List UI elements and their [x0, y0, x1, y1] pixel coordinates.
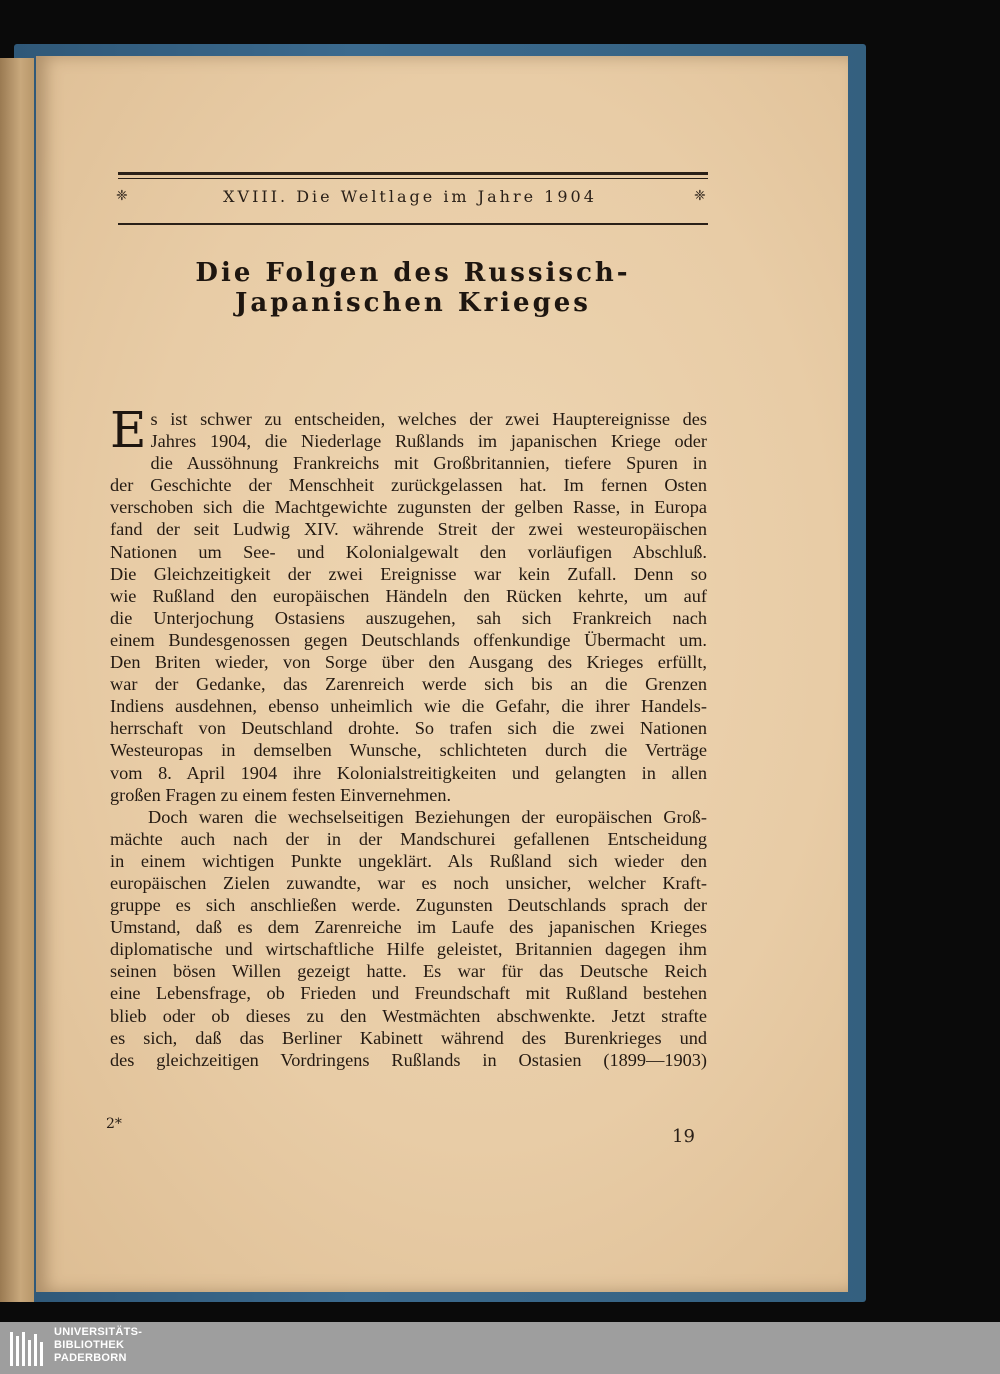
library-logo-icon [8, 1328, 48, 1368]
text-line: Indiens ausdehnen, ebenso unheimlich wie die Gefahr, die ihrer Handels- [110, 696, 707, 717]
text-line: fand der seit Ludwig XIV. währende Streit der zwei westeuropäischen [110, 519, 707, 540]
text-line: großen Fragen zu einem festen Einvernehmen. [110, 784, 452, 805]
text-line: war der Gedanke, das Zarenreich werde sich bis an die Grenzen [110, 674, 707, 695]
text-line: der Geschichte der Menschheit zurückgelassen hat. Im fernen Osten [110, 475, 707, 496]
text-line: eine Lebensfrage, ob Frieden und Freundschaft mit Rußland bestehen [110, 983, 707, 1004]
text-line: des gleichzeitigen Vordringens Rußlands in Ostasien (1899—1903) [110, 1049, 707, 1070]
body-text [110, 401, 707, 1071]
library-name-line2: BIBLIOTHEK [54, 1339, 125, 1351]
text-line: blieb oder ob dieses zu den Westmächten abschwenkte. Jetzt strafte [110, 1005, 707, 1026]
ornament-left-icon: ❈ [116, 188, 128, 204]
text-line: verschoben sich die Machtgewichte zugunsten der gelben Rasse, in Europa [110, 497, 707, 518]
text-line: mächte auch nach der in der Mandschurei gefallenen Entscheidung [110, 828, 707, 849]
text-line: die Unterjochung Ostasiens auszugehen, sah sich Frankreich nach [110, 607, 707, 628]
text-line: diplomatische und wirtschaftliche Hilfe geleistet, Britannien dagegen ihm [110, 939, 707, 960]
library-footer [0, 1322, 1000, 1374]
library-name-line1: UNIVERSITÄTS- [54, 1326, 143, 1338]
drop-cap: E [110, 401, 147, 459]
text-line: Nationen um See- und Kolonialgewalt den vorläufigen Abschluß. [110, 541, 707, 562]
text-line: wie Rußland den europäischen Händeln den Rücken kehrte, um auf [110, 585, 707, 606]
header-rule-top-thin [118, 178, 708, 179]
chapter-title: Die Folgen des Russisch-Japanischen Krieges [195, 258, 631, 318]
header-rule-bottom [118, 223, 708, 225]
text-line: Doch waren die wechselseitigen Beziehungen der europäischen Groß- [148, 806, 707, 827]
text-line: Den Briten wieder, von Sorge über den Ausgang des Krieges erfüllt, [110, 652, 707, 673]
ornament-right-icon: ❈ [694, 188, 706, 204]
text-line: die Aussöhnung Frankreichs mit Großbritannien, tiefere Spuren in [150, 453, 707, 474]
page-number: 19 [672, 1126, 695, 1147]
text-line: einem Bundesgenossen gegen Deutschlands offenkundige Übermacht um. [110, 629, 707, 650]
library-name-line3: PADERBORN [54, 1352, 127, 1364]
text-line: s ist schwer zu entscheiden, welches der zwei Hauptereignisse des [150, 409, 707, 429]
text-line: Jahres 1904, die Niederlage Rußlands im japanischen Kriege oder [150, 431, 707, 452]
text-line: europäischen Zielen zuwandte, war es noch unsicher, welcher Kraft- [110, 872, 707, 893]
header-rule-top [118, 172, 708, 175]
text-line: in einem wichtigen Punkte ungeklärt. Als Rußland sich wieder den [110, 850, 707, 871]
signature-mark: 2* [106, 1116, 122, 1132]
text-line: Umstand, daß es dem Zarenreiche im Laufe des japanischen Krieges [110, 917, 707, 938]
facing-page-edge [0, 58, 34, 1302]
running-head: XVIII. Die Weltlage im Jahre 1904 [223, 187, 597, 206]
text-line: seinen bösen Willen gezeigt hatte. Es war für das Deutsche Reich [110, 961, 707, 982]
text-line: vom 8. April 1904 ihre Kolonialstreitigkeiten und gelangten in allen [110, 762, 707, 783]
text-line: Die Gleichzeitigkeit der zwei Ereignisse war kein Zufall. Denn so [110, 563, 707, 584]
text-line: es sich, daß das Berliner Kabinett während des Burenkrieges und [110, 1027, 707, 1048]
library-name [54, 1326, 142, 1365]
text-line: Westeuropas in demselben Wunsche, schlichteten durch die Verträge [110, 740, 707, 761]
text-line: gruppe es sich anschließen werde. Zugunsten Deutschlands sprach der [110, 895, 707, 916]
text-line: herrschaft von Deutschland drohte. So trafen sich die zwei Nationen [110, 718, 707, 739]
